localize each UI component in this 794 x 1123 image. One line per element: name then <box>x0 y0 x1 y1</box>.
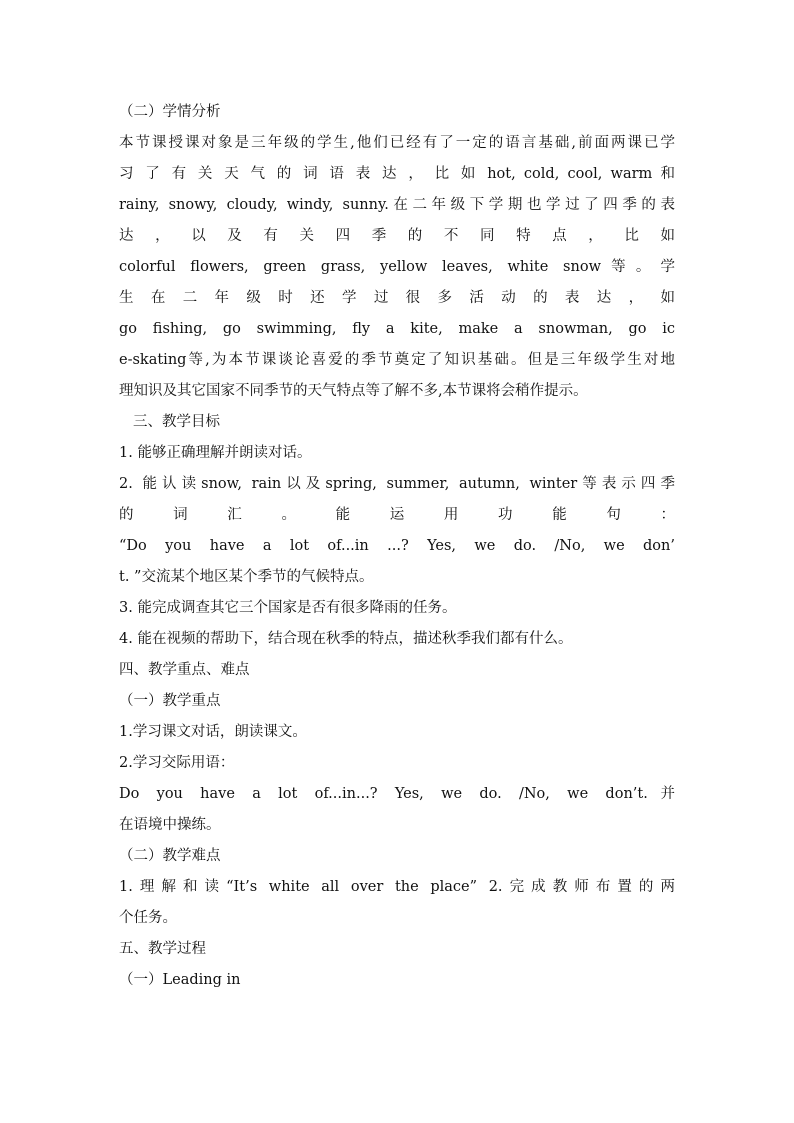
text-line: e-skating等,为本节课谈论喜爱的季节奠定了知识基础。但是三年级学生对地 <box>119 352 675 368</box>
text-line: 生 在 二 年 级 时 还 学 过 很 多 活 动 的 表 达 ， 如 <box>119 290 675 306</box>
text-line: go fishing, go swimming, fly a kite, make a snowman, go ic <box>119 321 675 337</box>
text-line: 在语境中操练。 <box>119 817 221 833</box>
text-line: 4. 能在视频的帮助下，结合现在秋季的特点，描述秋季我们都有什么。 <box>119 631 573 647</box>
text-line: 三、教学目标 <box>133 414 220 430</box>
text-line: 习 了 有 关 天 气 的 词 语 表 达 ， 比 如 hot, cold, cool, warm 和 <box>119 166 675 182</box>
text-line: 3. 能完成调查其它三个国家是否有很多降雨的任务。 <box>119 600 457 616</box>
text-line: （一）教学重点 <box>119 693 221 709</box>
text-line: 五、教学过程 <box>119 941 206 957</box>
text-line: 本节课授课对象是三年级的学生,他们已经有了一定的语言基础,前面两课已学 <box>119 135 675 151</box>
text-line: Do you have a lot of...in...? Yes, we do. /No, we don’t.并 <box>119 786 675 802</box>
text-line: rainy, snowy, cloudy, windy, sunny.在二年级下学期也学过了四季的表 <box>119 197 675 213</box>
text-line: 的 词 汇 。 能 运 用 功 能 句 ： <box>119 507 675 523</box>
document-body <box>119 97 675 996</box>
text-line: 个任务。 <box>119 910 177 926</box>
text-line: （二）学情分析 <box>119 104 221 120</box>
text-line: colorful flowers, green grass, yellow leaves, white snow等。学 <box>119 259 675 275</box>
text-line: 2. 能认读snow, rain以及spring, summer, autumn, winter等表示四季 <box>119 476 675 492</box>
text-line: 1.学习课文对话，朗读课文。 <box>119 724 307 740</box>
text-line: 四、教学重点、难点 <box>119 662 250 678</box>
text-line: “Do you have a lot of...in ...? Yes, we do. /No, we don’ <box>119 538 675 554</box>
text-line: t. ”交流某个地区某个季节的气候特点。 <box>119 569 374 585</box>
text-line: 理知识及其它国家不同季节的天气特点等了解不多,本节课将会稍作提示。 <box>119 383 588 399</box>
text-line: 达 ， 以 及 有 关 四 季 的 不 同 特 点 ， 比 如 <box>119 228 675 244</box>
text-line: 1.理解和读“It’s white all over the place” 2.完成教师布置的两 <box>119 879 675 895</box>
text-line: 1. 能够正确理解并朗读对话。 <box>119 445 312 461</box>
text-line: 2.学习交际用语： <box>119 755 235 771</box>
text-line: （二）教学难点 <box>119 848 221 864</box>
text-line: （一）Leading in <box>119 972 241 988</box>
